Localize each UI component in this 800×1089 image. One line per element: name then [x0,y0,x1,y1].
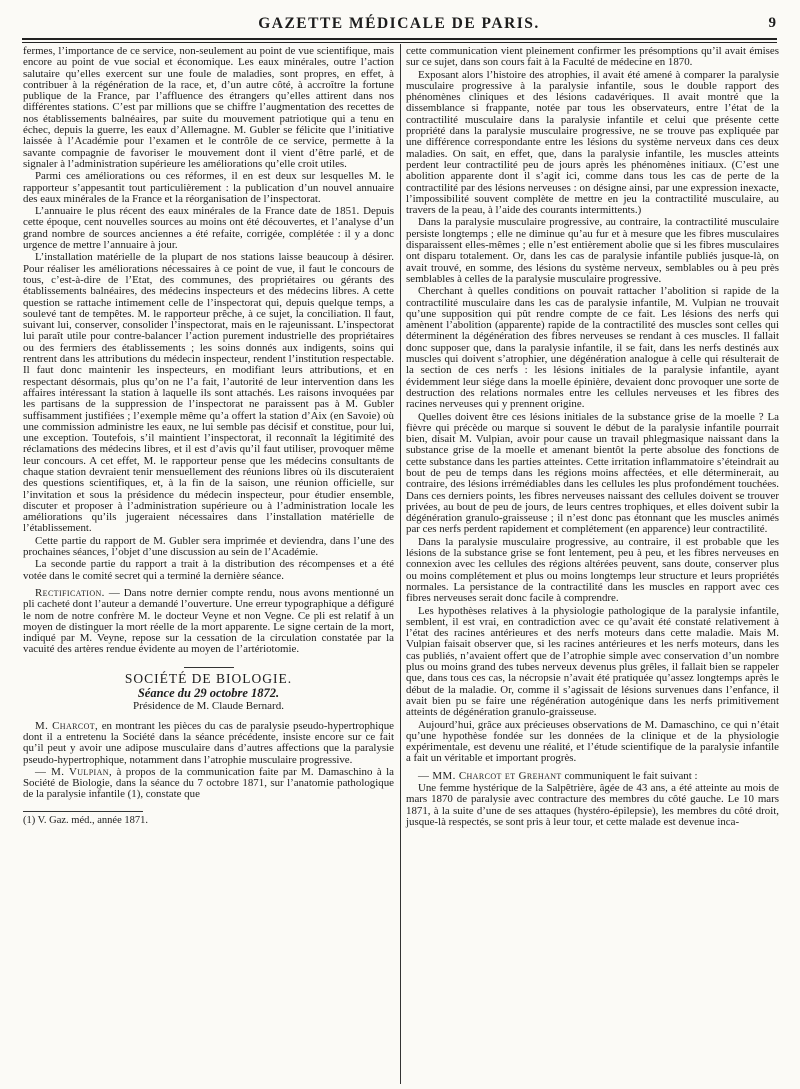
paragraph: Dans la paralysie musculaire progressive, au contraire, il est probable que les lésions de la substance grise se font lentement, peu à peu, et les fibres nerveuses en connexion avec les cellules des régions altérées peuvent, sans doute, conserver plus ou moins complétement et plus ou moins longtemps leur structure et leurs propriétés normales. La persistance de la contractilité dans les muscles en rapport avec ces fibres nerveuses serait donc facile à comprendre. [406,535,779,605]
paragraph [23,721,394,766]
paragraph: Cherchant à quelles conditions on pouvait rattacher l’abolition si rapide de la contractilité musculaire dans les cas de paralysie infantile, M. Vulpian ne trouvait qu’une supposition qui pût rendre compte de ce fait. Les lésions des nerfs qui amènent l’abolition (apparente) rapide de la contractilité des muscles sont celles qui déterminent la dégénération des fibres nerveuses se rendant à ces muscles. Il fallait donc supposer que, dans la paralysie infantile, il se fait, dans les nerfs destinés aux muscles qui doivent s’atrophier, une dégénération analogue à celle qui résulterait de la section de ces nerfs : les lésions initiales de la paralysie infantile, ayant évidemment leur siége dans la moelle épinière, devaient donc provoquer une sorte de destruction des relations normales entre les cellules nerveuses et les fibres des racines nerveuses qui y prennent origine. [406,285,779,411]
paragraph: Une femme hystérique de la Salpêtrière, âgée de 43 ans, a été atteinte au mois de mars 1870 de paralysie avec contracture des membres du côté gauche. Le 10 mars 1871, à la suite d’une de ses attaques (hystéro-épilepsie), les membres du côté droit, jusque-là respectés, se sont pris à leur tour, et cette malade est devenue inca- [406,782,779,828]
left-column [23,46,394,1076]
paragraph-text: en montrant les pièces du cas de paralysie pseudo-hypertrophique dont il a entretenu la Société dans la séance précédente, insiste encore sur ce fait qu’il peut y avoir une adipose musculaire dans d’autres affections que la paralysie pseudo-hypertrophique, notamment dans l’atrophie musculaire progressive. [23,719,394,766]
paragraph: Parmi ces améliorations ou ces réformes, il en est deux sur lesquelles M. le rapporteur s’appesantit tout particulièrement : la publication d’un nouvel annuaire des eaux minérales de la France et la réorganisation de l’inspectorat. [23,170,394,205]
rectification-label: Rectification. [35,586,105,599]
section-title: SOCIÉTÉ DE BIOLOGIE. [124,670,293,686]
header-rule-thin [22,42,777,43]
page-number: 9 [768,15,776,31]
paragraph: L’annuaire le plus récent des eaux minérales de la France date de 1851. Depuis cette époque, cent nouvelles sources au moins ont été découvertes, et l’analyse d’un grand nombre de sources anciennes a été refaite, corrigée, complétée : il y a donc urgence de mettre l’annuaire à jour. [23,205,394,252]
presidency-line: Présidence de M. Claude Bernard. [133,700,284,713]
speaker-name: — M. Vulpian, [35,765,113,778]
paragraph: La seconde partie du rapport a trait à la distribution des récompenses et a été votée dans le comité secret qui a terminé la dernière séance. [23,558,394,582]
paragraph [23,767,394,801]
paragraph: L’installation matérielle de la plupart de nos stations laisse beaucoup à désirer. Pour réaliser les améliorations nécessaires à ce point de vue, il faut le concours de tous, c’est-à-dire de l’Etat, des communes, des propriétaires ou gérants des établissements balnéaires, des médecins inspecteurs et des médecins libres. A cette question se rattache intimement celle de l’inspectorat qui, depuis quelque temps, a soulevé tant de tempêtes. M. le rapporteur prêche, à ce sujet, la conciliation. Il faut, suivant lui, conserver, consolider l’inspectorat, mais en le rajeunissant. L’inspectorat lui paraît utile pour contre-balancer l’action purement industrielle des propriétaires ou des fermiers des établissements ; les soins donnés aux indigents, soins qui rentrent dans les attributions du médecin inspecteur, rendent l’institution respectable. Il faut donc maintenir les inspecteurs, en modifiant leurs attributions, et en respectant désormais, plus qu’on ne l’a fait, l’autorité de leur intervention dans les affaires intéressant la station à laquelle ils sont attachés. Les raisons invoquées par les partisans de la suppression de l’inspectorat ne paraissent pas à M. Gubler suffisamment justifiées ; l’exemple même qu’a offert la station d’Aix (en Savoie) où une commission administre les eaux, ne lui semble pas décisif et constitue, pour lui, une exception. Toutefois, s’il maintient l’inspectorat, il reconnaît la légitimité des réclamations des médecins libres, et il est d’avis qu’il faut utiliser, provoquer même leur concours. A cet effet, M. le rapporteur pense que les médecins consultants de chaque station devraient tenir mensuellement des réunions libres où ils discuteraient des questions scientifiques, et, à la fin de la saison, une réunion officielle, sur l’invitation et sous la présidence du médecin inspecteur, pour étudier ensemble, discuter et proposer à l’administration supérieure ou à l’administration locale les améliorations qu’ils jugeraient nécessaires dans l’installation matérielle de l’établissement. [23,251,394,535]
paragraph-text: à propos de la communication faite par M. Damaschino à la Société de Biologie, dans la séance du 7 octobre 1871, sur l’anatomie pathologique de la paralysie infantile (1), constate que [23,765,394,801]
speaker-name: M. Charcot, [35,719,99,732]
session-date: Séance du 29 octobre 1872. [137,686,280,701]
paragraph: Cette partie du rapport de M. Gubler sera imprimée et deviendra, dans l’une des prochaines séances, l’objet d’une discussion au sein de l’Académie. [23,534,394,559]
paragraph: Aujourd’hui, grâce aux précieuses observations de M. Damaschino, ce qui n’était qu’une hypothèse fondée sur les données de la clinique et de la physiologie expérimentale, est devenu une réalité, et l’étude scientifique de la paralysie infantile a fait un véritable et important progrès. [406,718,779,765]
society-section-heading [23,667,394,713]
header-rule-thick [22,38,777,40]
paragraph: Dans la paralysie musculaire progressive, au contraire, la contractilité musculaire persiste longtemps ; elle ne diminue qu’au fur et à mesure que les fibres musculaires disparaissent elles-mêmes ; elle n’est entièrement abolie que si les fibres musculaires ont disparu totalement. Or, dans les cas de paralysie infantile publiés jusque-là, on avait trouvé, en somme, des lésions du système nerveux, semblables ou à peu près semblables à celles de la paralysie musculaire progressive. [406,216,779,285]
footnote-rule [23,811,143,812]
page-header [22,12,776,38]
column-divider [400,44,401,1084]
paragraph: Quelles doivent être ces lésions initiales de la substance grise de la moelle ? La fièvre qui précède ou marque si souvent le début de la paralysie infantile pourrait bien, disait M. Vulpian, avoir pour cause un travail phlegmasique naissant dans la substance grise de la moelle et amenant bientôt la perte absolue des fonctions de cette substance dans les parties atteintes. Cette irritation inflammatoire s’éteindrait au bout de peu de temps dans les régions moins affectées, et elle déterminerait, au contraire, des lésions irrémédiables dans les cellules les plus profondément touchées. Dans ces derniers points, les fibres nerveuses naissant des cellules doivent se trouver privées, au bout de peu de jours, de leurs centres trophiques, et elles doivent subir la dégénération granulo-graisseuse ; il n’est donc pas étonnant que les muscles animés par ces nerfs perdent rapidement et complétement (en apparence) leur contractilité. [406,410,779,536]
paragraph: fermes, l’importance de ce service, non-seulement au point de vue scientifique, mais encore au point de vue social et économique. Les eaux minérales, outre l’action salutaire qu’elles exercent sur une foule de maladies, sont propres, en effet, à contribuer à la régénération de la race, et, d’un autre côté, à accroître la fortune publique de la France, par l’affluence des étrangers qu’elles attirent dans nos différentes stations. C’est par millions que se chiffre l’augmentation des recettes de nos établissements balnéaires, par suite du mouvement patriotique qui a tenu en échec, depuis la guerre, les eaux d’Allemagne. M. Gubler se félicite que l’initiative laissée à l’Académie pour l’examen et le contrôle de ce service, permette à la savante compagnie de favoriser le mouvement dont il vient d’être parlé, et de signaler à l’administration supérieure les améliorations qu’elle croit utiles. [23,45,394,170]
journal-title: GAZETTE MÉDICALE DE PARIS. [258,15,540,32]
paragraph: Les hypothèses relatives à la physiologie pathologique de la paralysie infantile, semblent, il est vrai, en contradiction avec ce qu’avait été constaté relativement à l’état des racines antérieures et des nerfs moteurs dans cette maladie. Mais M. Vulpian faisait observer que, si les racines antérieures et les nerfs moteurs, dans les cas publiés, n’avaient offert que de l’atrophie simple avec conservation d’un nombre plus ou moins grand des tubes nerveux devenus plus grêles, il fallait bien se rappeler que, dans tous ces cas, la nécropsie n’avait été pratiquée qu’assez longtemps après le début de la maladie. Or, comme il s’agissait de lésions survenues dans l’enfance, il avait bien pu se faire une régénération autogénique dans les nerfs primitivement atteints de dégénération granulo-graisseuse. [406,604,779,719]
paragraph: cette communication vient pleinement confirmer les présomptions qu’il avait émises sur ce sujet, dans son cours fait à la Faculté de médecine en 1870. [406,45,779,69]
section-rule [184,667,234,668]
rectification-paragraph [23,588,394,656]
rectification-text: — Dans notre dernier compte rendu, nous avons mentionné un pli cacheté dont l’auteur a demandé l’ouverture. Une erreur typographique a défiguré le nom de notre confrère M. le docteur Veyne et non Vegne. Ce pli est relatif à un moyen de distinguer la mort réelle de la mort apparente. Le signe certain de la mort, indiqué par M. Veyne, repose sur la cessation de la circulation constatée par la vacuité des artères rendue évidente au moyen de l’artériotomie. [23,586,394,656]
paragraph-text: communiquent le fait suivant : [561,769,698,782]
paragraph: Exposant alors l’histoire des atrophies, il avait été amené à comparer la paralysie musculaire progressive à la paralysie infantile, sous le double rapport des phénomènes cliniques et des lésions cadavériques. Il avait montré que la dissemblance si frappante, notée par tous les observateurs, entre l’état de la contractilité musculaire dans la paralysie infantile et celui que présente cette propriété dans la paralysie musculaire progressive, ne se trouve pas expliquée par une différence correspondante entre les lésions du système nerveux dans ces deux maladies. On sait, en effet, que, dans la paralysie infantile, les muscles atteints perdent leur contractilité peu de jours après les phénomènes initiaux. (C’est une abolition apparente dont il s’agit ici, comme dans tous les cas de perte de la contractilité par des lésions nerveuses : on désigne ainsi, par une expression inexacte, l’impossibilité souvent complète de mettre en jeu la contractilité musculaire, au travers de la peau, à l’aide des courants intermittents.) [406,68,779,217]
footnote: (1) V. Gaz. méd., année 1871. [23,814,148,826]
paragraph [406,771,779,782]
speaker-name: — MM. Charcot et Grehant [418,769,562,782]
right-column [406,46,779,1082]
